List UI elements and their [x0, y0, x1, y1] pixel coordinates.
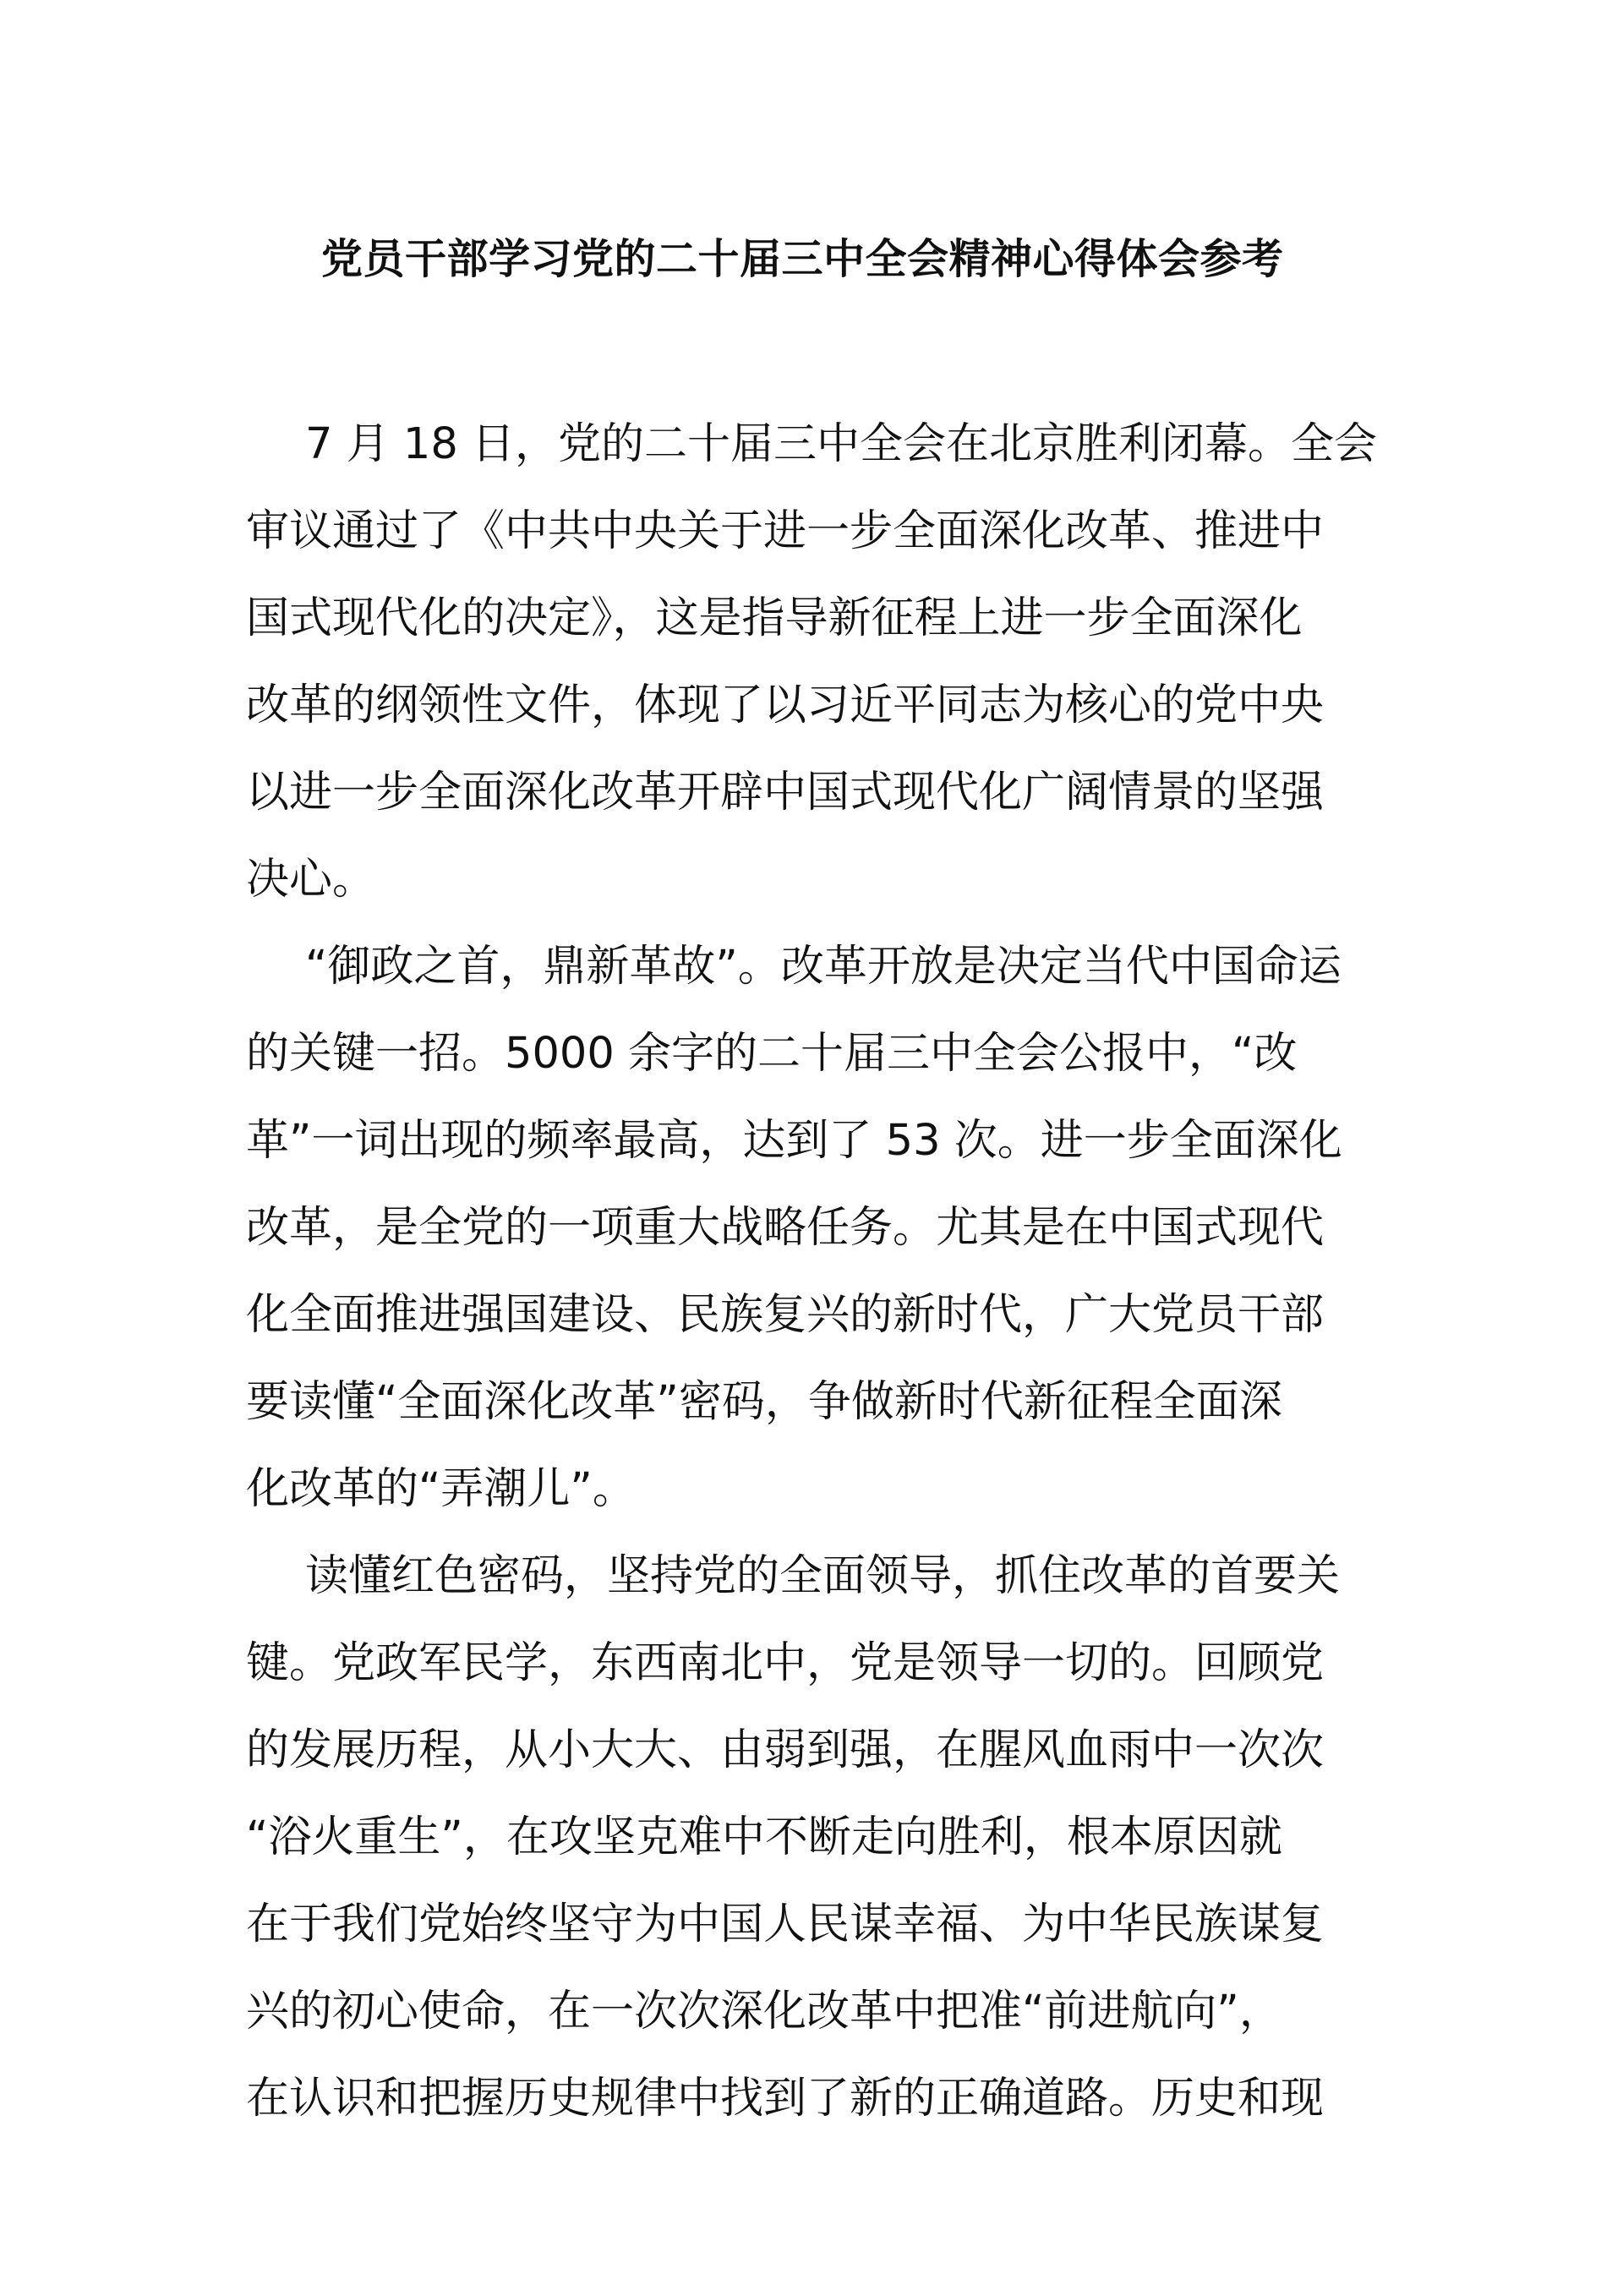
text-line: 审议通过了《中共中央关于进一步全面深化改革、推进中 — [246, 506, 1325, 556]
text-line: 改革的纲领性文件，体现了以习近平同志为核心的党中央 — [246, 681, 1325, 730]
text-line: 决心。 — [246, 855, 376, 905]
text-line: 国式现代化的决定》，这是指导新征程上进一步全面深化 — [246, 593, 1303, 643]
paragraph-3 — [246, 1533, 1379, 2142]
text-line: 键。党政军民学，东西南北中，党是领导一切的。回顾党 — [246, 1638, 1325, 1688]
paragraph-2 — [246, 923, 1379, 1533]
document-title: 党员干部学习党的二十届三中全会精神心得体会参考 — [321, 235, 1284, 283]
text-line: 要读懂“全面深化改革”密码，争做新时代新征程全面深 — [246, 1377, 1282, 1427]
document-body — [246, 401, 1379, 2142]
text-line: “浴火重生”，在攻坚克难中不断走向胜利，根本原因就 — [246, 1812, 1282, 1862]
text-line: 化全面推进强国建设、民族复兴的新时代，广大党员干部 — [246, 1290, 1325, 1340]
text-line: 在于我们党始终坚守为中国人民谋幸福、为中华民族谋复 — [246, 1900, 1325, 1949]
text-line: 兴的初心使命，在一次次深化改革中把准“前进航向”， — [246, 1987, 1282, 2036]
text-line: 化改革的“弄潮儿”。 — [246, 1464, 636, 1514]
text-line: 的关键一招。5000 余字的二十届三中全会公报中，“改 — [246, 1029, 1298, 1079]
text-line: 读懂红色密码，坚持党的全面领导，抓住改革的首要关 — [305, 1551, 1341, 1601]
text-line: 在认识和把握历史规律中找到了新的正确道路。历史和现 — [246, 2074, 1325, 2124]
text-line: “御政之首，鼎新革故”。改革开放是决定当代中国命运 — [305, 942, 1342, 992]
text-line: 以进一步全面深化改革开辟中国式现代化广阔情景的坚强 — [246, 768, 1325, 817]
text-line: 革”一词出现的频率最高，达到了 53 次。进一步全面深化 — [246, 1116, 1342, 1166]
paragraph-1 — [246, 401, 1379, 923]
text-line: 的发展历程，从小大大、由弱到强，在腥风血雨中一次次 — [246, 1725, 1325, 1775]
text-line: 7 月 18 日，党的二十届三中全会在北京胜利闭幕。全会 — [305, 419, 1377, 469]
text-line: 改革，是全党的一项重大战略任务。尤其是在中国式现代 — [246, 1203, 1325, 1253]
